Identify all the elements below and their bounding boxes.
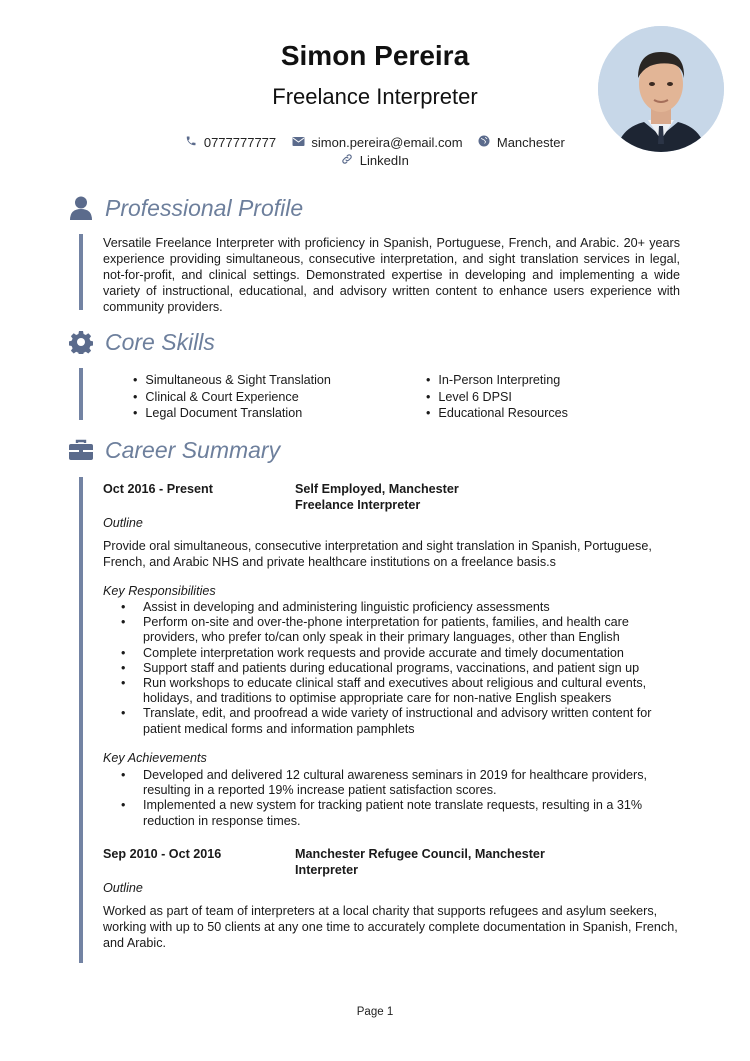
list-item: • Developed and delivered 12 cultural awareness seminars in 2019 for healthcare providers, resulting in a reported 19% increase patient satisfaction scores. — [103, 768, 663, 798]
globe-icon — [478, 135, 494, 150]
briefcase-icon — [68, 437, 94, 463]
skills-right-column — [396, 372, 568, 422]
skill-item: • Level 6 DPSI — [396, 389, 568, 406]
profile-section-header — [68, 193, 303, 223]
job-dates: Sep 2010 - Oct 2016 — [103, 847, 222, 861]
list-item: • Translate, edit, and proofread a wide variety of instructional and advisory written content for patient medical forms and information pamphlets — [103, 706, 663, 736]
job-employer: Self Employed, Manchester — [295, 482, 459, 496]
link-icon — [341, 153, 357, 168]
skill-item: • Legal Document Translation — [103, 405, 331, 422]
linkedin-text: LinkedIn — [359, 153, 409, 168]
profile-text: Versatile Freelance Interpreter with proficiency in Spanish, Portuguese, French, and Arabic. 20+ years experience providing simultaneous, consecutive interpretation, and sight translation services in legal, not-for-profit, and clinical settings. Demonstrated expertise in developing and implementing a wide variety of instructional, educational, and advisory written content to enhance users experience with community providers. — [103, 236, 680, 314]
page-number: Page 1 — [356, 1006, 394, 1018]
list-item: • Complete interpretation work requests and provide accurate and timely documentation — [103, 646, 663, 661]
profile-bar — [79, 234, 83, 310]
phone-icon — [185, 135, 201, 150]
contact-linkedin[interactable] — [341, 153, 409, 168]
skill-item: • Clinical & Court Experience — [103, 389, 331, 406]
portrait-image — [598, 26, 724, 152]
skills-heading: Core Skills — [105, 328, 215, 355]
achievements-label: Key Achievements — [103, 751, 207, 765]
list-item: • Perform on-site and over-the-phone interpretation for patients, families, and health care providers, who prefer to/can only speak in their primary languages, other than English — [103, 615, 663, 645]
career-heading: Career Summary — [105, 436, 281, 463]
profile-heading: Professional Profile — [105, 194, 304, 221]
candidate-title: Freelance Interpreter — [272, 84, 478, 109]
responsibilities-list — [103, 600, 663, 737]
job-employer-block — [295, 481, 459, 513]
job-dates: Oct 2016 - Present — [103, 482, 213, 496]
skills-section-header — [68, 327, 215, 357]
career-bar — [79, 477, 83, 963]
outline-label: Outline — [103, 881, 143, 895]
contact-location — [478, 135, 565, 150]
list-item: • Implemented a new system for tracking patient note translate requests, resulting in a 31% reduction in response times. — [103, 798, 663, 828]
job-outline: Worked as part of team of interpreters at a local charity that supports refugees and asylum seekers, working with up to 50 clients at any one time to accurately complete documentation in Spanish, French, and Arabic. — [103, 904, 678, 950]
contact-row-2 — [0, 153, 750, 168]
skills-left-column — [103, 372, 331, 422]
contact-phone[interactable] — [185, 135, 276, 150]
skill-item: • Educational Resources — [396, 405, 568, 422]
job-outline: Provide oral simultaneous, consecutive interpretation and sight translation in Spanish, Portuguese, French, and Arabic NHS and private healthcare institutions on a freelance basis.s — [103, 539, 652, 569]
responsibilities-label: Key Responsibilities — [103, 584, 216, 598]
list-item: • Support staff and patients during educational programs, vaccinations, and patient sign up — [103, 661, 663, 676]
job-role: Interpreter — [295, 863, 358, 877]
job-employer: Manchester Refugee Council, Manchester — [295, 847, 545, 861]
job-employer-block — [295, 846, 545, 878]
profile-photo — [598, 26, 724, 152]
skill-item: • In-Person Interpreting — [396, 372, 568, 389]
job-role: Freelance Interpreter — [295, 498, 421, 512]
envelope-icon — [292, 135, 309, 150]
list-item: • Run workshops to educate clinical staff and executives about religious and cultural events, holidays, and traditions to optimise appropriate care for non-native English speakers — [103, 676, 663, 706]
location-text: Manchester — [496, 135, 565, 150]
gear-icon — [68, 329, 94, 355]
skill-item: • Simultaneous & Sight Translation — [103, 372, 331, 389]
skills-bar — [79, 368, 83, 420]
phone-text: 0777777777 — [203, 135, 277, 150]
outline-label: Outline — [103, 516, 143, 530]
achievements-list — [103, 768, 663, 829]
email-text: simon.pereira@email.com — [311, 135, 463, 150]
contact-email[interactable] — [292, 135, 463, 150]
career-section-header — [68, 435, 280, 465]
candidate-name: Simon Pereira — [280, 40, 470, 71]
user-icon — [68, 195, 94, 221]
list-item: • Assist in developing and administering linguistic proficiency assessments — [103, 600, 663, 615]
